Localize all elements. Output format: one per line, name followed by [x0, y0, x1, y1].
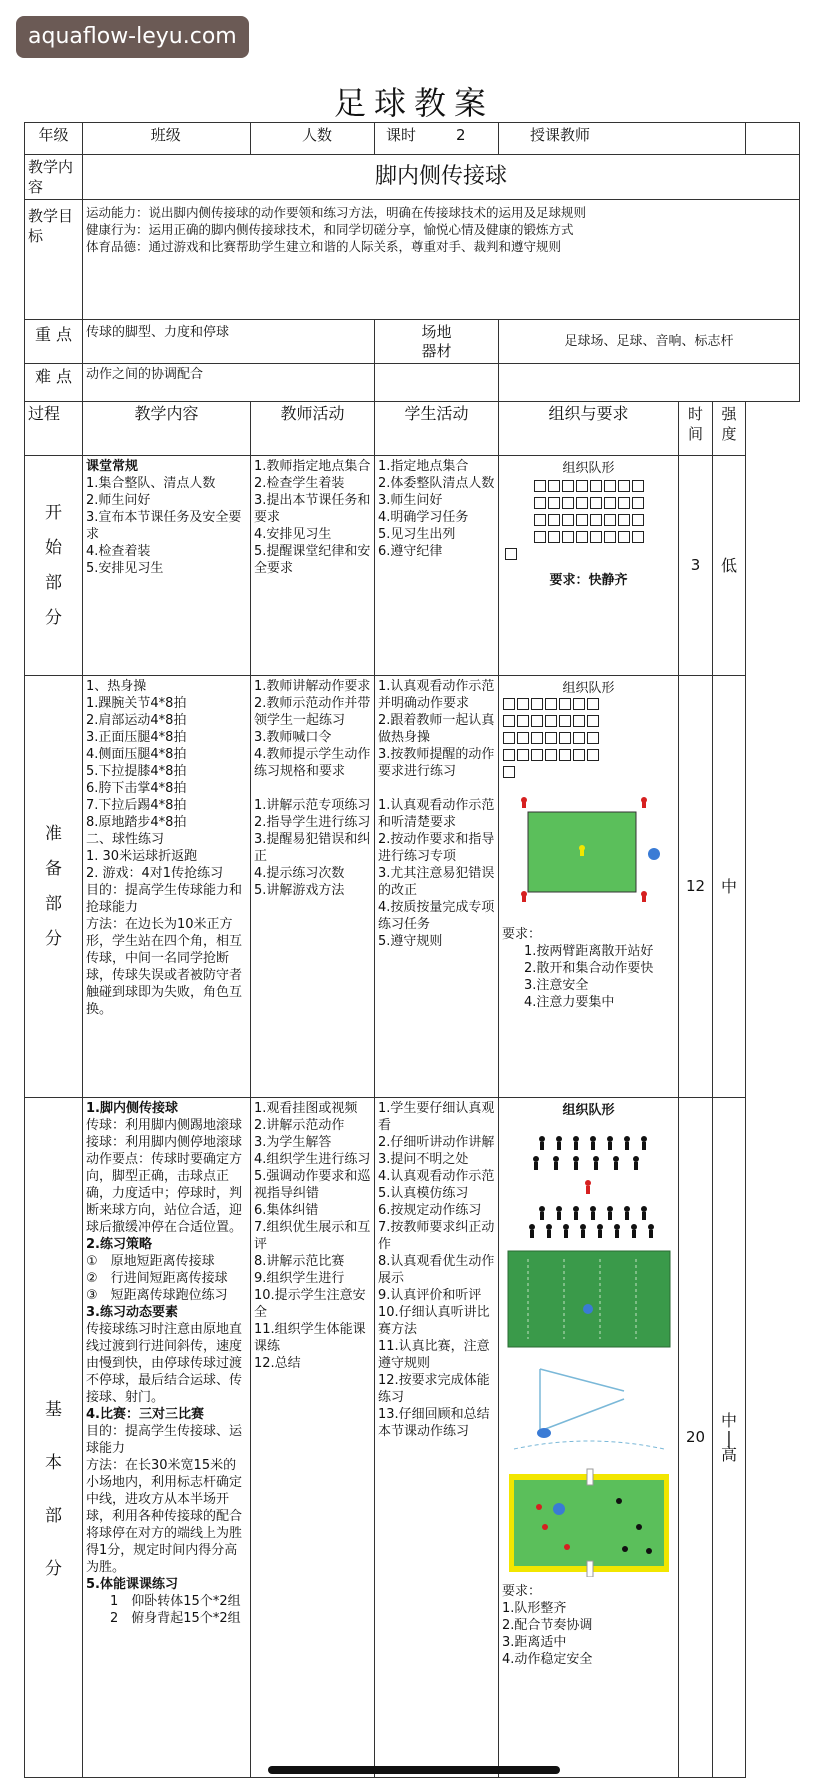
- teacher-label: 授课教师: [530, 126, 591, 144]
- formation-square: [517, 698, 529, 710]
- formation-square: [503, 698, 515, 710]
- hours-label: 课时: [386, 126, 417, 144]
- lesson-plan-table: [24, 122, 799, 1778]
- basic-content: 1.脚内侧传接球 传球：利用脚内侧踢地滚球 接球：利用脚内侧停地滚球 动作要点：传球时要确定方向，脚型正确，击球点正确，力度适中；停球时，判断来球方向，站位合适，迎球后撤缓冲停在合适位置。 2.练习策略 ① 原地短距离传接球 ② 行进间短距离传接球 ③ 短距离传球跑位练习 3.练习动态要素 传接球练习时注意由原地直线过渡到行进间斜传，速度由慢到快，由停球传球过渡不停球，最后结合运球、传接球、射门。 4.比赛：三对三比赛 目的：提高学生传接球、运球能力 方法：在长30米宽15米的小场地内，利用标志杆确定中线，进攻方从本半场开球，利用各种传接球的配合将球停在对方的端线上为胜得1分，规定时间内得分高为胜。 5.体能课课练习 1 仰卧转体15个*2组 2 俯身背起15个*2组: [83, 1098, 251, 1778]
- player-icon: [590, 1206, 596, 1220]
- player-icon: [631, 1224, 637, 1238]
- org-title: 组织队形: [562, 681, 615, 696]
- player-icon: [607, 1136, 613, 1150]
- player-icon: [590, 1136, 596, 1150]
- formation-square: [590, 514, 602, 526]
- goal-line: 健康行为：运用正确的脚内侧传接球技术，和同学切磋分享，愉悦心情及健康的锻炼方式: [86, 222, 574, 237]
- section-prepare: [25, 676, 800, 1098]
- formation-square: [548, 497, 560, 509]
- col-student: 学生活动: [375, 402, 499, 456]
- player-icon: [539, 1136, 545, 1150]
- venue-label: [375, 320, 499, 364]
- red-player-icon: [521, 891, 527, 902]
- field-diagram: [504, 792, 674, 912]
- col-process: 过程: [25, 402, 83, 456]
- player-icon: [648, 1224, 654, 1238]
- start-student: 1.指定地点集合 2.体委整队清点人数 3.师生问好 4.明确学习任务 5.见习生出列 6.遵守纪律: [375, 456, 499, 676]
- formation-square: [576, 497, 588, 509]
- formation-diagram: [504, 1125, 674, 1245]
- ball-icon: [648, 848, 660, 860]
- formation-square: [604, 531, 616, 543]
- start-intensity: 低: [713, 456, 746, 676]
- passing-diagram: [504, 1353, 674, 1453]
- requirements: 要求： 1.按两臂距离散开站好 2.散开和集合动作要快 3.注意安全 4.注意力要集中: [502, 927, 654, 1010]
- formation-grid: [502, 479, 675, 547]
- formation-square: [531, 715, 543, 727]
- start-time: 3: [679, 456, 713, 676]
- player-icon: [624, 1206, 630, 1220]
- match-field-diagram: [509, 1467, 669, 1577]
- formation-square: [517, 715, 529, 727]
- basic-teacher: 1.观看挂图或视频 2.讲解示范动作 3.为学生解答 4.组织学生进行练习 5.强调动作要求和巡视指导纠错 6.集体纠错 7.组织优生展示和互评 8.讲解示范比赛 9.组织学生进行 10.提示学生注意安全 11.组织学生体能课课练 12.总结: [251, 1098, 375, 1778]
- venue-value: 足球场、足球、音响、标志杆: [499, 320, 800, 364]
- prepare-teacher: 1.教师讲解动作要求 2.教师示范动作并带领学生一起练习 3.教师喊口令 4.教师提示学生动作练习规格和要求 1.讲解示范专项练习 2.指导学生进行练习 3.提醒易犯错误和纠正 4.提示练习次数 5.讲解游戏方法: [251, 676, 375, 1098]
- start-content: 课堂常规 1.集合整队、清点人数 2.师生问好 3.宣布本节课任务及安全要求 4.检查着装 5.安排见习生: [83, 456, 251, 676]
- formation-square: [632, 531, 644, 543]
- hours-value: 2: [456, 126, 466, 144]
- grade-label: 年级: [25, 123, 83, 155]
- player-icon: [633, 1156, 639, 1170]
- formation-square: [573, 732, 585, 744]
- prepare-org: [499, 676, 679, 1098]
- player-icon: [556, 1206, 562, 1220]
- formation-square: [534, 497, 546, 509]
- formation-square: [632, 497, 644, 509]
- formation-square: [573, 715, 585, 727]
- org-title: 组织队形: [562, 1103, 615, 1118]
- goals-cell: [83, 200, 800, 320]
- formation-square: [587, 732, 599, 744]
- difficulty-value: 动作之间的协调配合: [83, 364, 375, 402]
- key-label: 重 点: [25, 320, 83, 364]
- prepare-intensity: 中: [713, 676, 746, 1098]
- player-icon: [556, 1136, 562, 1150]
- formation-square: [618, 531, 630, 543]
- col-org: 组织与要求: [499, 402, 679, 456]
- player-icon: [597, 1224, 603, 1238]
- formation-grid: [502, 697, 675, 784]
- formation-square: [559, 698, 571, 710]
- formation-square: [618, 497, 630, 509]
- player-icon: [641, 1206, 647, 1220]
- goal-line: 运动能力：说出脚内侧传接球的动作要领和练习方法，明确在传接球技术的运用及足球规则: [86, 205, 587, 220]
- count-cell: [251, 123, 375, 155]
- formation-square: [531, 749, 543, 761]
- section-basic: [25, 1098, 800, 1778]
- formation-square: [604, 497, 616, 509]
- section-start: [25, 456, 800, 676]
- formation-square: [531, 732, 543, 744]
- requirements: 要求： 1.队形整齐 2.配合节奏协调 3.距离适中 4.动作稳定安全: [502, 1584, 593, 1667]
- formation-square: [545, 698, 557, 710]
- formation-square: [559, 715, 571, 727]
- start-teacher: 1.教师指定地点集合 2.检查学生着装 3.提出本节课任务和要求 4.安排见习生 5.提醒课堂纪律和安全要求: [251, 456, 375, 676]
- home-indicator[interactable]: [268, 1766, 560, 1774]
- player-icon: [607, 1206, 613, 1220]
- formation-square: [517, 732, 529, 744]
- org-title: 组织队形: [562, 461, 615, 476]
- formation-square: [545, 732, 557, 744]
- col-intensity: 强度: [713, 402, 746, 456]
- teacher-value-cell: [746, 123, 800, 155]
- red-player-icon: [641, 891, 647, 902]
- basic-student: 1.学生要仔细认真观看 2.仔细听讲动作讲解 3.提问不明之处 4.认真观看动作示范 5.认真模仿练习 6.按规定动作练习 7.按教师要求纠正动作 8.认真观看优生动作展示 9.认真评价和听评 10.仔细认真听讲比赛方法 11.认真比赛，注意遵守规则 12.按要求完成体能练习 13.仔细回顾和总结本节课动作练习: [375, 1098, 499, 1778]
- formation-square: [534, 514, 546, 526]
- formation-square: [503, 715, 515, 727]
- col-teacher: 教师活动: [251, 402, 375, 456]
- col-content: 教学内容: [83, 402, 251, 456]
- player-icon: [546, 1224, 552, 1238]
- formation-square: [517, 749, 529, 761]
- red-player-icon: [521, 797, 527, 808]
- phase-label: 基 本 部 分: [25, 1098, 83, 1778]
- teacher-cell: [499, 123, 746, 155]
- key-value: 传球的脚型、力度和停球: [83, 320, 375, 364]
- player-icon: [593, 1156, 599, 1170]
- difficulty-empty: [375, 364, 499, 402]
- formation-square: [604, 480, 616, 492]
- player-icon: [614, 1224, 620, 1238]
- formation-square: [503, 732, 515, 744]
- hours-cell: [375, 123, 499, 155]
- player-icon: [573, 1136, 579, 1150]
- difficulty-label: 难 点: [25, 364, 83, 402]
- goals-label: 教学目标: [25, 200, 83, 320]
- col-extra: [746, 402, 800, 456]
- formation-square: [534, 480, 546, 492]
- formation-square: [562, 514, 574, 526]
- player-icon: [563, 1224, 569, 1238]
- formation-square: [590, 480, 602, 492]
- formation-square: [545, 749, 557, 761]
- prepare-time: 12: [679, 676, 713, 1098]
- formation-square: [587, 749, 599, 761]
- player-icon: [573, 1206, 579, 1220]
- venue-label-1: 场地: [421, 322, 452, 341]
- grade-class-cell: [83, 123, 251, 155]
- goal-line: 体育品德：通过游戏和比赛帮助学生建立和谐的人际关系，尊重对手、裁判和遵守规则: [86, 239, 562, 254]
- formation-square: [562, 531, 574, 543]
- player-icon: [533, 1156, 539, 1170]
- ball-icon: [553, 1503, 565, 1515]
- phase-label: 开 始 部 分: [25, 456, 83, 676]
- col-time: 时间: [679, 402, 713, 456]
- square-marker: [502, 547, 675, 566]
- coach-icon: [583, 1304, 593, 1314]
- basic-intensity: 中 | 高: [713, 1098, 746, 1778]
- player-icon: [553, 1156, 559, 1170]
- player-icon: [613, 1156, 619, 1170]
- formation-square: [618, 514, 630, 526]
- player-icon: [539, 1206, 545, 1220]
- formation-square: [559, 749, 571, 761]
- formation-square: [632, 514, 644, 526]
- start-org: [499, 456, 679, 676]
- content-label: 教学内容: [25, 155, 83, 200]
- player-icon: [585, 1180, 591, 1194]
- formation-square: [590, 497, 602, 509]
- formation-square: [531, 698, 543, 710]
- basic-time: 20: [679, 1098, 713, 1778]
- formation-square: [587, 698, 599, 710]
- formation-square: [562, 480, 574, 492]
- player-icon: [529, 1224, 535, 1238]
- formation-square: [503, 749, 515, 761]
- formation-square: [545, 715, 557, 727]
- formation-square: [576, 514, 588, 526]
- basic-org: [499, 1098, 679, 1778]
- player-icon: [641, 1136, 647, 1150]
- difficulty-empty2: [499, 364, 800, 402]
- red-player-icon: [641, 797, 647, 808]
- formation-square: [548, 514, 560, 526]
- venue-label-2: 器材: [421, 341, 452, 360]
- formation-square: [576, 531, 588, 543]
- page-title: 足球教案: [333, 84, 494, 122]
- formation-square: [576, 480, 588, 492]
- formation-square: [562, 497, 574, 509]
- formation-square: [590, 531, 602, 543]
- formation-square: [573, 749, 585, 761]
- formation-square: [559, 732, 571, 744]
- org-note: 要求：快静齐: [549, 573, 628, 588]
- prepare-content: 1、热身操 1.踝腕关节4*8拍 2.肩部运动4*8拍 3.正面压腿4*8拍 4.侧面压腿4*8拍 5.下拉提膝4*8拍 6.胯下击掌4*8拍 7.下拉后踢4*8拍 8.原地踏步4*8拍 二、球性练习 1. 30米运球折返跑 2. 游戏：4对1传抢练习 目的：提高学生传球能力和抢球能力 方法：在边长为10米正方形，学生站在四个角，相互传球，中间一名同学抢断球，传球失误或者被防守者触碰到球即为失败，角色互换。: [83, 676, 251, 1098]
- player-icon: [573, 1156, 579, 1170]
- content-value: 脚内侧传接球: [83, 155, 800, 200]
- formation-square: [573, 698, 585, 710]
- prepare-student: 1.认真观看动作示范并明确动作要求 2.跟着教师一起认真做热身操 3.按教师提醒的动作要求进行练习 1.认真观看动作示范和听清楚要求 2.按动作要求和指导进行练习专项 3.尤其注意易犯错误的改正 4.按质按量完成专项练习任务 5.遵守规则: [375, 676, 499, 1098]
- count-label: 人数: [302, 126, 333, 144]
- formation-square: [587, 715, 599, 727]
- phase-label: 准 备 部 分: [25, 676, 83, 1098]
- formation-square: [604, 514, 616, 526]
- formation-square: [618, 480, 630, 492]
- formation-square: [548, 480, 560, 492]
- watermark: aquaflow-leyu.com: [16, 16, 249, 58]
- player-icon: [624, 1136, 630, 1150]
- formation-square: [548, 531, 560, 543]
- formation-square: [534, 531, 546, 543]
- class-label: 班级: [150, 126, 181, 144]
- player-icon: [580, 1224, 586, 1238]
- formation-square: [632, 480, 644, 492]
- drill-field-diagram: [504, 1249, 674, 1349]
